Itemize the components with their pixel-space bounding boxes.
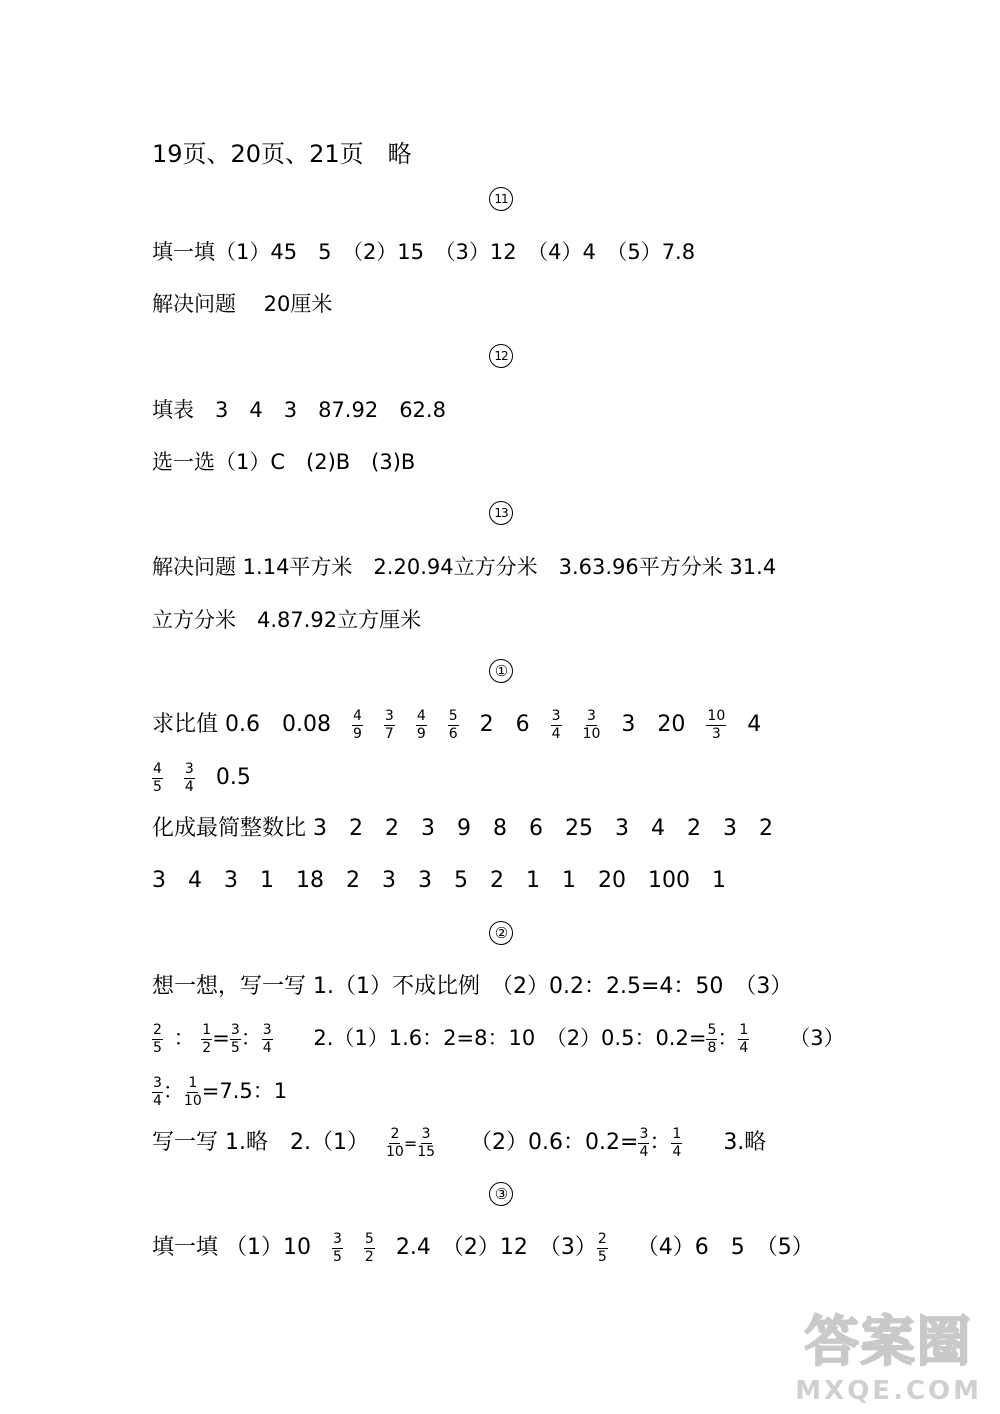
fill-in-answers-11: 填一填（1）45 5 （2）15 （3）12 （4）4 （5）7.8	[152, 240, 696, 264]
simplify-ratio-answers-cont: 3 4 3 1 18 2 3 3 5 2 1 1 20 100 1	[152, 868, 726, 893]
section-number-1: ①	[489, 659, 513, 683]
solve-problem-answers-11: 解决问题 20厘米	[152, 292, 333, 316]
ratio-colon: ：	[717, 1026, 739, 1050]
fraction: $\frac{4}{5}$	[153, 760, 162, 795]
answer-text: 填一填 （1）10	[152, 1235, 311, 1260]
answer-text: =7.5：1	[201, 1079, 288, 1103]
equals-sign: =	[403, 1134, 418, 1153]
choose-answers-12: 选一选（1）C (2)B (3)B	[152, 450, 416, 474]
fraction: $\frac{3}{10}$	[582, 707, 601, 742]
fraction: $\frac{3}{4}$	[262, 1021, 272, 1056]
write-answers	[152, 1123, 766, 1164]
equals-sign: =	[212, 1026, 230, 1050]
section-number-12: 12	[489, 344, 513, 368]
section-number-2: ②	[489, 921, 513, 945]
ratio-colon: ：	[240, 1026, 262, 1050]
fraction: $\frac{3}{4}$	[639, 1125, 649, 1160]
fraction: $\frac{3}{4}$	[551, 707, 561, 742]
fraction: $\frac{3}{5}$	[230, 1021, 240, 1056]
answer-text: （4）6 5 （5）	[636, 1235, 814, 1260]
section-number-13: 13	[489, 501, 513, 525]
fraction: $\frac{2}{5}$	[597, 1230, 607, 1265]
section-number-11: 11	[489, 187, 513, 211]
ratio-value-text: 4	[747, 712, 762, 737]
ratio-value-label: 求比值 0.6 0.08	[152, 712, 331, 737]
ratio-value-text: 0.5	[215, 765, 251, 790]
fraction: $\frac{3}{4}$	[184, 760, 194, 795]
fraction: $\frac{5}{2}$	[364, 1230, 374, 1265]
ratio-value-text: 2 6	[479, 712, 530, 737]
fraction: $\frac{1}{4}$	[739, 1021, 749, 1056]
watermark-text: 答案圈	[804, 1310, 973, 1373]
ratio-value-answers	[152, 705, 761, 745]
fraction: $\frac{1}{4}$	[672, 1125, 682, 1160]
fraction: $\frac{5}{8}$	[707, 1021, 717, 1056]
answer-text: 3.略	[723, 1130, 767, 1155]
fraction: $\frac{2}{10}$	[385, 1125, 404, 1160]
fraction: $\frac{4}{9}$	[416, 707, 426, 742]
ratio-colon: ：	[649, 1130, 672, 1155]
page-title: 19页、20页、21页 略	[152, 140, 412, 168]
ratio-value-answers-cont	[152, 758, 251, 798]
watermark-logo	[795, 1299, 982, 1406]
simplify-ratio-answers: 化成最简整数比 3 2 2 3 9 8 6 25 3 4 2 3 2	[152, 816, 773, 841]
think-write-answers: 想一想，写一写 1.（1）不成比例 （2）0.2：2.5=4：50 （3）	[152, 974, 793, 999]
ratio-value-text: 3 20	[621, 712, 686, 737]
think-write-answers-cont	[152, 1018, 845, 1058]
solve-problem-answers-13-cont: 立方分米 4.87.92立方厘米	[152, 608, 422, 632]
answer-text: 2.4 （2）12 （3）	[395, 1235, 597, 1260]
ratio-colon: ：	[173, 1026, 195, 1050]
fraction: $\frac{2}{5}$	[153, 1021, 162, 1056]
think-write-answers-cont2	[152, 1071, 287, 1111]
answer-text: 2.（1）1.6：2=8：10 （2）0.5：0.2=	[313, 1026, 707, 1050]
fill-in-answers-3	[152, 1228, 814, 1268]
answer-text: 写一写 1.略 2.（1）	[152, 1130, 369, 1155]
fraction: $\frac{3}{5}$	[333, 1230, 342, 1265]
fraction: $\frac{3}{7}$	[384, 707, 394, 742]
fraction: $\frac{3}{15}$	[417, 1125, 436, 1160]
section-number-3: ③	[489, 1182, 513, 1206]
fraction: $\frac{10}{3}$	[707, 707, 726, 742]
fraction: $\frac{4}{9}$	[352, 707, 362, 742]
answer-text: （2）0.6：0.2=	[470, 1130, 639, 1155]
ratio-colon: ：	[162, 1079, 184, 1103]
fill-table-answers-12: 填表 3 4 3 87.92 62.8	[152, 398, 446, 422]
watermark-url: MXQE.COM	[795, 1376, 982, 1406]
fraction: $\frac{1}{10}$	[183, 1074, 202, 1109]
answer-text: （3）	[789, 1026, 845, 1050]
fraction: $\frac{3}{4}$	[153, 1074, 162, 1109]
fraction: $\frac{1}{2}$	[202, 1021, 212, 1056]
fraction: $\frac{5}{6}$	[448, 707, 458, 742]
solve-problem-answers-13: 解决问题 1.14平方米 2.20.94立方分米 3.63.96平方分米 31.4	[152, 555, 777, 579]
